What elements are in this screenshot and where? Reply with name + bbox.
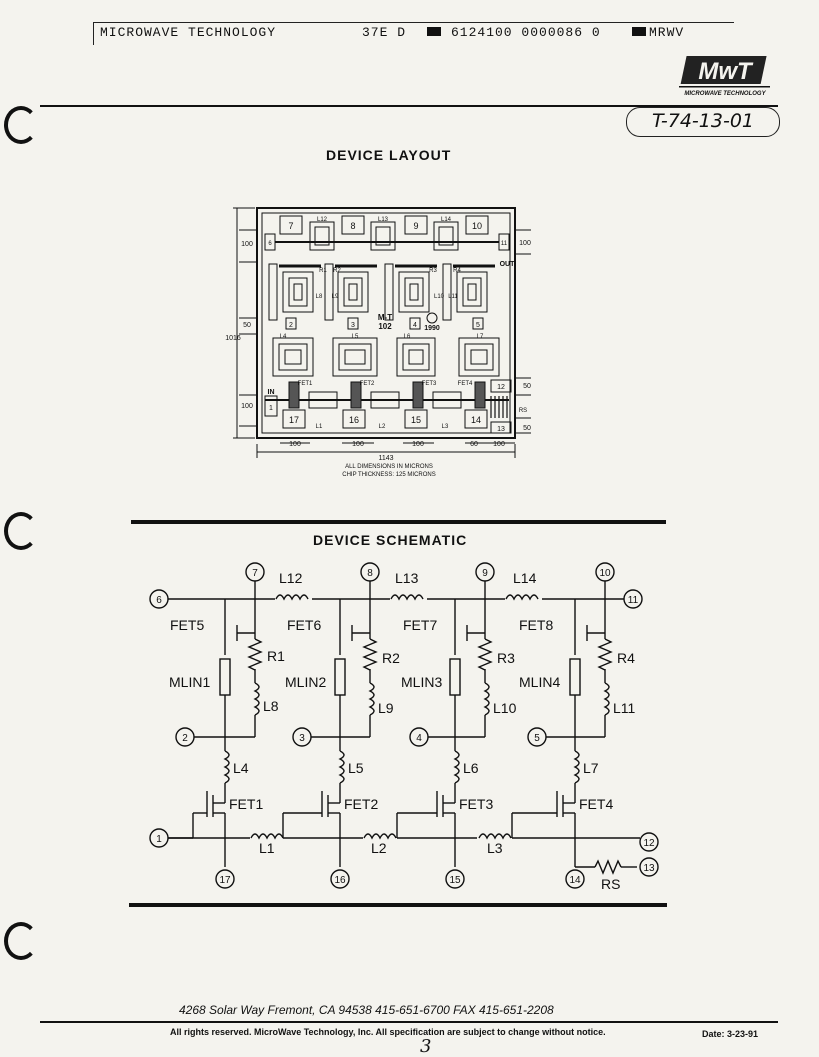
svg-text:4: 4 [413,322,417,329]
svg-text:8: 8 [350,221,356,231]
svg-text:IN: IN [267,389,275,396]
handwritten-reference: T-74-13-01 [626,107,780,137]
svg-text:R3: R3 [497,650,515,666]
svg-text:L12: L12 [279,570,303,586]
svg-text:5: 5 [476,322,480,329]
svg-text:R2: R2 [382,650,400,666]
svg-text:L6: L6 [463,760,479,776]
svg-text:2: 2 [182,733,188,744]
svg-text:9: 9 [482,568,488,579]
svg-text:100: 100 [519,240,531,247]
svg-text:RS: RS [518,408,528,414]
svg-text:L8: L8 [263,698,279,714]
schematic-bottom-rule [129,903,667,907]
svg-text:15: 15 [449,875,461,886]
svg-text:16: 16 [348,415,360,425]
svg-text:FET3: FET3 [421,381,437,387]
svg-text:MLIN3: MLIN3 [401,674,443,690]
svg-text:FET8: FET8 [519,617,554,633]
company-logo [679,54,770,98]
svg-text:11: 11 [627,595,639,606]
punch-hole-bottom [4,922,38,960]
svg-text:L9: L9 [378,700,394,716]
svg-text:100: 100 [289,441,301,448]
svg-text:M-T: M-T [377,313,393,322]
svg-text:R2: R2 [333,268,341,274]
svg-text:13: 13 [643,863,655,874]
schematic-top-rule [131,520,666,524]
svg-text:14: 14 [470,415,482,425]
svg-text:100: 100 [241,241,253,248]
svg-text:6: 6 [268,241,272,247]
svg-text:L13: L13 [395,570,419,586]
svg-text:15: 15 [410,415,422,425]
svg-text:L3: L3 [487,840,503,856]
svg-text:L7: L7 [476,334,484,340]
svg-text:50: 50 [243,322,251,329]
svg-text:L2: L2 [371,840,387,856]
svg-text:R1: R1 [267,648,285,664]
svg-text:L3: L3 [441,424,449,430]
svg-text:3: 3 [299,733,305,744]
svg-text:10: 10 [471,221,483,231]
svg-text:FET2: FET2 [359,381,375,387]
svg-text:MLIN4: MLIN4 [519,674,561,690]
svg-text:L1: L1 [259,840,275,856]
svg-text:100: 100 [412,441,424,448]
stamp-code-3: MRWV [649,25,685,40]
company-name: MICROWAVE TECHNOLOGY [100,25,277,40]
svg-text:11: 11 [500,241,508,247]
svg-text:L10: L10 [433,294,445,300]
page-number: 3 [420,1036,432,1057]
svg-text:L4: L4 [233,760,249,776]
svg-text:2: 2 [289,322,293,329]
svg-text:L6: L6 [403,334,411,340]
svg-text:17: 17 [288,415,300,425]
svg-text:FET4: FET4 [579,796,614,812]
svg-text:FET7: FET7 [403,617,438,633]
svg-text:OUT: OUT [499,261,515,268]
svg-text:10: 10 [599,568,611,579]
svg-text:FET1: FET1 [297,381,313,387]
svg-text:14: 14 [569,875,581,886]
svg-text:FET5: FET5 [170,617,205,633]
svg-text:60: 60 [470,441,478,448]
svg-text:102: 102 [378,322,392,331]
svg-text:R4: R4 [617,650,635,666]
stamp-code-1: 37E D [362,25,407,40]
svg-text:L11: L11 [613,700,636,716]
stamp-code-2: 6124100 0000086 0 [451,25,601,40]
svg-text:12: 12 [643,838,655,849]
svg-text:6: 6 [156,595,162,606]
device-schematic-drawing [145,555,665,895]
svg-text:L4: L4 [279,334,287,340]
svg-text:MLIN2: MLIN2 [285,674,327,690]
svg-text:100: 100 [493,441,505,448]
svg-text:L7: L7 [583,760,599,776]
device-layout-title: DEVICE LAYOUT [326,147,452,163]
svg-text:L9: L9 [331,294,339,300]
company-stamp [93,22,734,45]
svg-text:9: 9 [413,221,419,231]
footer-rights: All rights reserved. MicroWave Technology, Inc. All specification are subject to change without notice. [170,1027,606,1037]
svg-text:L1: L1 [315,424,323,430]
svg-text:FET3: FET3 [459,796,494,812]
svg-text:ALL DIMENSIONS IN MICRONS: ALL DIMENSIONS IN MICRONS [345,464,433,470]
svg-text:1: 1 [156,834,162,845]
svg-text:8: 8 [367,568,373,579]
svg-text:R3: R3 [429,268,437,274]
svg-text:17: 17 [219,875,231,886]
svg-text:7: 7 [252,568,258,579]
svg-text:1990: 1990 [424,325,440,332]
stamp-block-1 [427,27,441,36]
svg-text:L2: L2 [378,424,386,430]
svg-text:3: 3 [351,322,355,329]
svg-text:50: 50 [523,383,531,390]
svg-text:L13: L13 [377,217,389,223]
svg-text:L14: L14 [440,217,452,223]
svg-text:16: 16 [334,875,346,886]
svg-text:L5: L5 [351,334,359,340]
svg-text:1143: 1143 [378,455,394,462]
svg-text:7: 7 [288,221,294,231]
stamp-block-2 [632,27,646,36]
svg-text:5: 5 [534,733,540,744]
svg-text:FET6: FET6 [287,617,322,633]
svg-text:FET2: FET2 [344,796,379,812]
svg-text:FET4: FET4 [457,381,473,387]
punch-hole-middle [4,512,38,550]
svg-text:L11: L11 [448,294,458,300]
svg-text:L14: L14 [513,570,537,586]
svg-text:L12: L12 [316,217,328,223]
footer-rule [40,1021,778,1023]
svg-text:4: 4 [416,733,422,744]
svg-text:R1: R1 [319,268,327,274]
svg-text:RS: RS [601,876,621,892]
svg-text:L8: L8 [315,294,323,300]
svg-text:MLIN1: MLIN1 [169,674,211,690]
punch-hole-top [4,106,38,144]
svg-text:50: 50 [523,425,531,432]
svg-text:L10: L10 [493,700,517,716]
device-schematic-title: DEVICE SCHEMATIC [313,532,468,548]
svg-text:MwT: MwT [698,58,752,85]
device-layout-drawing [225,200,565,485]
svg-text:13: 13 [497,426,505,433]
svg-text:12: 12 [497,384,505,391]
svg-text:1: 1 [269,405,273,412]
svg-text:L5: L5 [348,760,364,776]
footer-address: 4268 Solar Way Fremont, CA 94538 415-651-6700 FAX 415-651-2208 [179,1003,554,1017]
svg-text:100: 100 [352,441,364,448]
svg-text:CHIP THICKNESS: 125 MICRONS: CHIP THICKNESS: 125 MICRONS [342,472,436,478]
footer-date: Date: 3-23-91 [702,1029,759,1039]
svg-text:100: 100 [241,403,253,410]
svg-text:R4: R4 [453,268,461,274]
svg-text:1016: 1016 [225,335,241,342]
svg-text:FET1: FET1 [229,796,264,812]
logo-subtitle: MICROWAVE TECHNOLOGY [684,91,766,97]
